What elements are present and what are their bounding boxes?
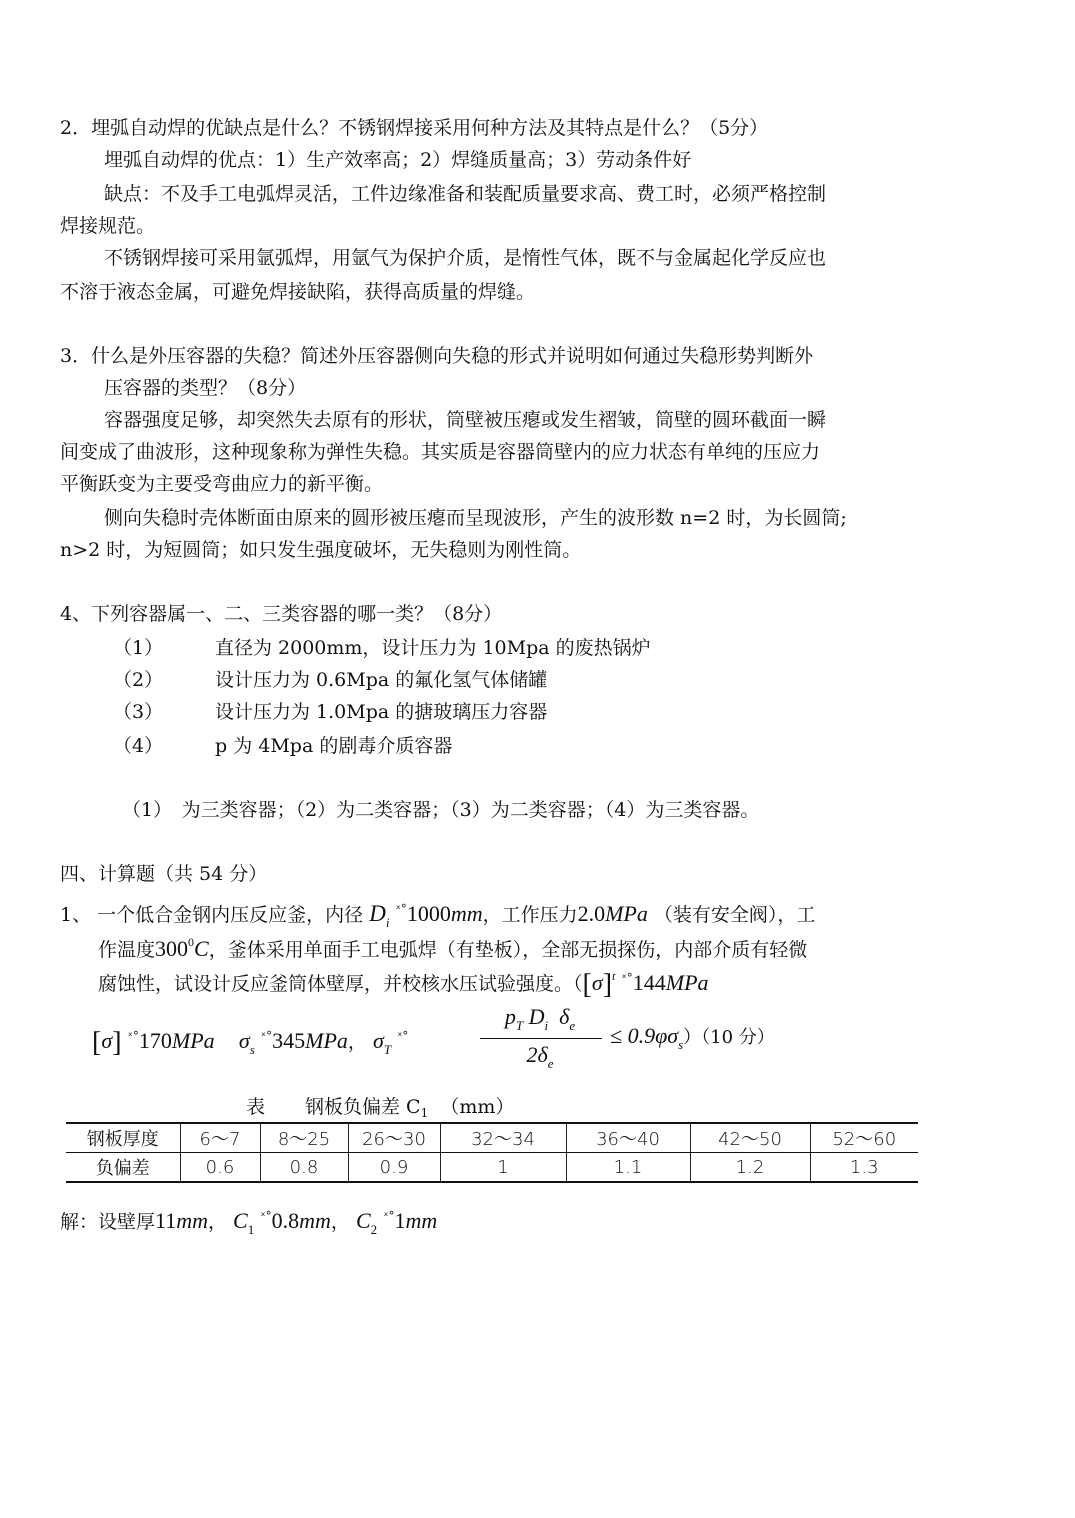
q2-disadvantages-line2: 焊接规范。	[60, 215, 156, 237]
fraction-numerator: $p_T$ $D_i$ $\delta_e$	[504, 1004, 576, 1033]
q3-para1-line2: 间变成了曲波形，这种现象称为弹性失稳。其实质是容器筒壁内的应力状态有单纯的压应力	[60, 441, 821, 463]
q2-disadvantages-line1: 缺点：不及手工电弧焊灵活，工件边缘准备和装配质量要求高、费工时，必须严格控制	[104, 183, 827, 205]
q4-item-1-number: （1）	[113, 637, 164, 659]
formula-fraction	[480, 1004, 605, 1074]
calc-1-line3: 腐蚀性，试设计反应釜筒体壁厚，并校核水压试验强度。（$[\sigma]^t$ $^{ˣ^\circ}$144MPa	[98, 969, 709, 1000]
q4-item-2-number: （2）	[113, 669, 164, 691]
table-cell: 32～34	[440, 1123, 566, 1153]
table-cell: 26～30	[348, 1123, 440, 1153]
q2-stainless-line2: 不溶于液态金属，可避免焊接缺陷，获得高质量的焊缝。	[60, 281, 536, 303]
q4-item-4-number: （4）	[113, 735, 164, 757]
formula-rhs: ≤ $0.9\varphi\sigma_s)(10$ 分）	[610, 1023, 775, 1052]
calc-1-line1: 1、 一个低合金钢内压反应釜，内径 $D_i$ $^{ˣ^\circ}$1000mm，工作压力2.0MPa （装有安全阀），工	[60, 901, 816, 930]
table-row-thickness	[66, 1123, 918, 1153]
q4-item-4-text: p 为 4Mpa 的剧毒介质容器	[215, 735, 453, 757]
q4-item-3-number: （3）	[113, 701, 164, 723]
steel-plate-tolerance-table	[66, 1122, 918, 1183]
table-cell: 1.3	[810, 1153, 918, 1183]
fraction-denominator: $2\delta_e$	[526, 1042, 554, 1071]
question-4-title: 4、下列容器属一、二、三类容器的哪一类？（8分）	[60, 603, 503, 625]
question-2-title: 2．埋弧自动焊的优缺点是什么？不锈钢焊接采用何种方法及其特点是什么？（5分）	[60, 117, 769, 139]
table-row-deviation	[66, 1153, 918, 1183]
formula-line: [σ] $^{ˣ^\circ}$170MPa $\sigma_s$ $^{ˣ^\circ}$345MPa， $\sigma_T$ $^{ˣ^\circ}$	[92, 1027, 409, 1058]
table-caption: 表 钢板负偏差 $C_1$ （mm）	[246, 1096, 515, 1120]
table-cell: 负偏差	[66, 1153, 180, 1183]
q4-item-2-text: 设计压力为 0.6Mpa 的氟化氢气体储罐	[215, 669, 548, 691]
question-3-title-line2: 压容器的类型？（8分）	[104, 377, 307, 399]
q4-item-3-text: 设计压力为 1.0Mpa 的搪玻璃压力容器	[215, 701, 548, 723]
q3-para2-line1: 侧向失稳时壳体断面由原来的圆形被压瘪而呈现波形，产生的波形数 n=2 时，为长圆筒;	[104, 507, 847, 529]
q3-para1-line3: 平衡跃变为主要受弯曲应力的新平衡。	[60, 473, 384, 495]
table-cell: 0.6	[180, 1153, 260, 1183]
q3-para1-line1: 容器强度足够，却突然失去原有的形状，筒壁被压瘪或发生褶皱，筒壁的圆环截面一瞬	[104, 409, 827, 431]
table-cell: 0.8	[260, 1153, 348, 1183]
question-3-title-line1: 3．什么是外压容器的失稳？简述外压容器侧向失稳的形式并说明如何通过失稳形势判断外	[60, 345, 814, 367]
table-cell: 钢板厚度	[66, 1123, 180, 1153]
table-cell: 1.1	[566, 1153, 690, 1183]
section-4-title: 四、计算题（共 54 分）	[60, 863, 268, 885]
solution-line: 解：设壁厚11mm， $C_1$ $^{ˣ^\circ}$0.8mm， $C_2$ $^{ˣ^\circ}$1mm	[60, 1208, 438, 1237]
q4-item-1-text: 直径为 2000mm，设计压力为 10Mpa 的废热锅炉	[215, 637, 651, 659]
q2-stainless-line1: 不锈钢焊接可采用氩弧焊，用氩气为保护介质，是惰性气体，既不与金属起化学反应也	[104, 247, 827, 269]
table-cell: 36～40	[566, 1123, 690, 1153]
calc-1-line2: 作温度$300^0C$，釜体采用单面手工电弧焊（有垫板），全部无损探伤，内部介质有轻微	[98, 935, 808, 961]
table-cell: 1.2	[690, 1153, 810, 1183]
table-cell: 6～7	[180, 1123, 260, 1153]
table-cell: 8～25	[260, 1123, 348, 1153]
q4-answer: （1） 为三类容器；（2）为二类容器；（3）为二类容器；（4）为三类容器。	[122, 799, 760, 821]
q2-advantages: 埋弧自动焊的优点：1）生产效率高；2）焊缝质量高；3）劳动条件好	[104, 149, 692, 171]
table-cell: 42～50	[690, 1123, 810, 1153]
table-cell: 52～60	[810, 1123, 918, 1153]
table-cell: 0.9	[348, 1153, 440, 1183]
table-cell: 1	[440, 1153, 566, 1183]
q3-para2-line2: n>2 时，为短圆筒；如只发生强度破坏，无失稳则为刚性筒。	[60, 539, 582, 561]
fraction-bar	[480, 1038, 602, 1039]
